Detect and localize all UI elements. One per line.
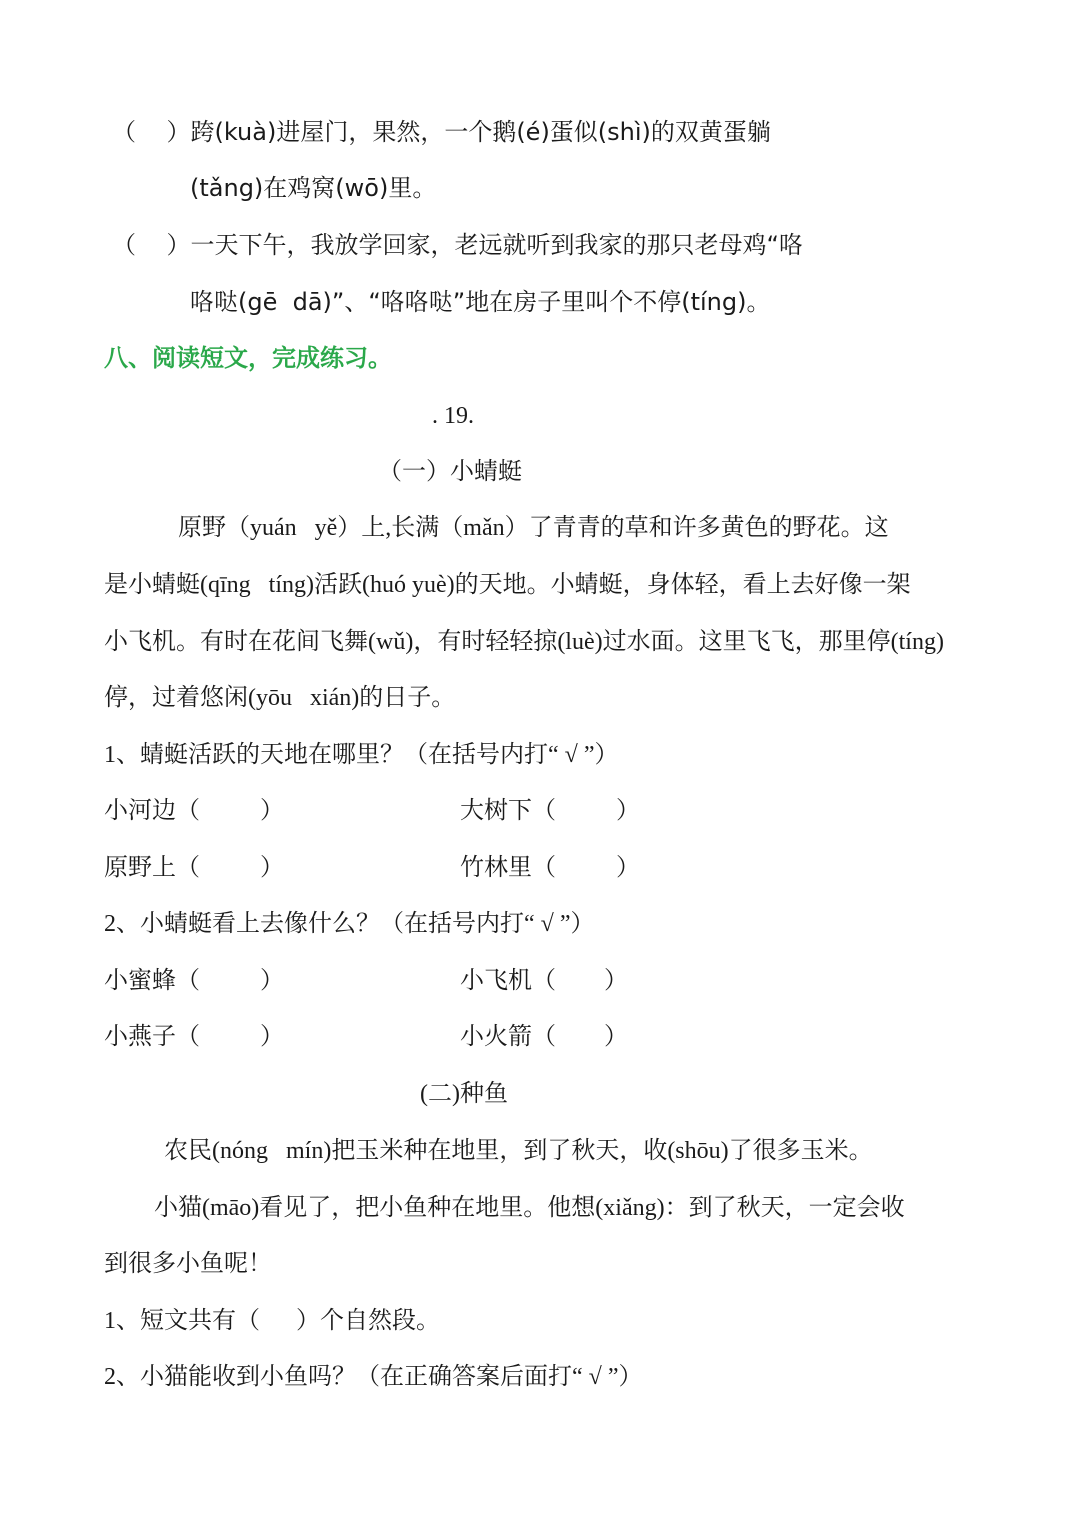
passage-2-line: 小猫(māo)看见了，把小鱼种在地里。他想(xiǎng)：到了秋天，一定会收	[154, 1195, 905, 1221]
question-1: 1、蜻蜓活跃的天地在哪里？（在括号内打“ √ ”）	[104, 742, 619, 768]
option-answer-blank[interactable]: 大树下（ ）	[460, 798, 640, 824]
option-answer-blank[interactable]: 竹林里（ ）	[460, 855, 640, 881]
passage-2-line: 到很多小鱼呢！	[104, 1251, 272, 1277]
passage-1-line: 是小蜻蜓(qīng tíng)活跃(huó yuè)的天地。小蜻蜓，身体轻，看上去好像一架	[104, 572, 911, 598]
exercise-item-2-line-2: 咯哒(gē dā)”、“咯咯哒”地在房子里叫个不停(tíng)。	[190, 288, 771, 316]
option-answer-blank[interactable]: 小火箭（ ）	[460, 1024, 628, 1050]
exercise-item-1-line-2: (tǎng)在鸡窝(wō)里。	[190, 174, 437, 202]
passage-1-line: 小飞机。有时在花间飞舞(wǔ)，有时轻轻掠(luè)过水面。这里飞飞，那里停(tíng)	[104, 629, 944, 655]
exercise-item-2-line-1: （ ）一天下午，我放学回家，老远就听到我家的那只老母鸡“咯	[112, 231, 803, 259]
option-answer-blank[interactable]: 小河边（ ）	[104, 798, 284, 824]
passage-1-line: 停，过着悠闲(yōu xián)的日子。	[104, 685, 456, 711]
option-answer-blank[interactable]: 原野上（ ）	[104, 855, 284, 881]
page-number: . 19.	[432, 403, 474, 429]
passage-2-line: 农民(nóng mín)把玉米种在地里，到了秋天，收(shōu)了很多玉米。	[164, 1138, 873, 1164]
question-3: 1、短文共有（ ）个自然段。	[104, 1308, 440, 1334]
option-answer-blank[interactable]: 小蜜蜂（ ）	[104, 968, 284, 994]
passage-1-title: （一）小蜻蜓	[378, 459, 522, 485]
passage-1-line: 原野（yuán yě）上,长满（mǎn）了青青的草和许多黄色的野花。这	[178, 515, 889, 541]
passage-2-title: (二)种鱼	[420, 1081, 508, 1107]
question-4: 2、小猫能收到小鱼吗？（在正确答案后面打“ √ ”）	[104, 1364, 643, 1390]
option-answer-blank[interactable]: 小飞机（ ）	[460, 968, 628, 994]
section-heading: 八、阅读短文，完成练习。	[104, 344, 392, 372]
option-answer-blank[interactable]: 小燕子（ ）	[104, 1024, 284, 1050]
exercise-item-1-line-1: （ ）跨(kuà)进屋门，果然，一个鹅(é)蛋似(shì)的双黄蛋躺	[112, 118, 771, 146]
question-2: 2、小蜻蜓看上去像什么？（在括号内打“ √ ”）	[104, 911, 595, 937]
